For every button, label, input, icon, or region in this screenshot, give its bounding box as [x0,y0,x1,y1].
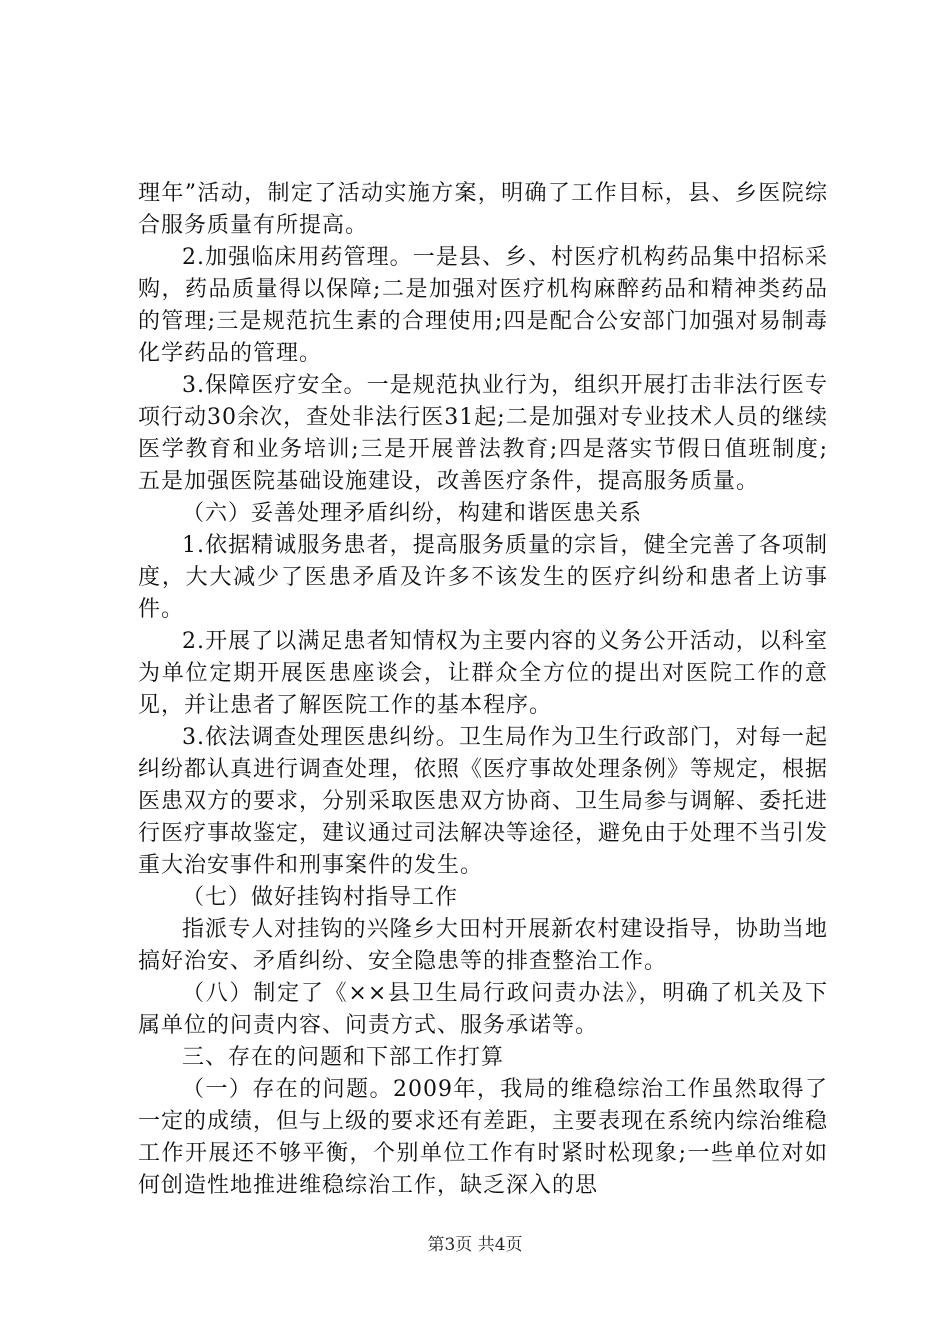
document-body [138,178,828,1202]
paragraph-existing-problems: （一）存在的问题。2009年，我局的维稳综治工作虽然取得了一定的成绩，但与上级的要求还有差距，主要表现在系统内综治维稳工作开展还不够平衡，个别单位工作有时紧时松现象;一些单位对如何创造性地推进维稳综治工作，缺乏深入的思 [138,1077,829,1198]
section-heading-seven: （七）做好挂钩村指导工作 [182,885,459,910]
paragraph-village-guidance: 指派专人对挂钩的兴隆乡大田村开展新农村建设指导，协助当地搞好治安、矛盾纠纷、安全隐患等的排查整治工作。 [138,917,828,974]
paragraph-service-quality: 1.依据精诚服务患者，提高服务质量的宗旨，健全完善了各项制度，大大减少了医患矛盾及许多不该发生的医疗纠纷和患者上访事件。 [138,533,828,622]
page-footer: 第3页 共4页 [427,1235,523,1255]
section-heading-three: 三、存在的问题和下部工作打算 [182,1045,505,1070]
paragraph-continuation: 理年”活动，制定了活动实施方案，明确了工作目标，县、乡医院综合服务质量有所提高。 [138,181,828,238]
paragraph-public-disclosure: 2.开展了以满足患者知情权为主要内容的义务公开活动，以科室为单位定期开展医患座谈会，让群众全方位的提出对医院工作的意见，并让患者了解医院工作的基本程序。 [138,629,828,718]
section-heading-six: （六）妥善处理矛盾纠纷，构建和谐医患关系 [182,501,643,526]
paragraph-clinical-drug-management: 2.加强临床用药管理。一是县、乡、村医疗机构药品集中招标采购，药品质量得以保障;二是加强对医疗机构麻醉药品和精神类药品的管理;三是规范抗生素的合理使用;四是配合公安部门加强对易制毒化学药品的管理。 [138,245,828,366]
section-heading-eight: （八）制定了《××县卫生局行政问责办法》，明确了机关及下属单位的问责内容、问责方式、服务承诺等。 [138,981,828,1038]
paragraph-medical-safety: 3.保障医疗安全。一是规范执业行为，组织开展打击非法行医专项行动30余次，查处非法行医31起;二是加强对专业技术人员的继续医学教育和业务培训;三是开展普法教育;四是落实节假日值班制度;五是加强医院基础设施建设，改善医疗条件，提高服务质量。 [138,373,828,494]
paragraph-dispute-handling: 3.依法调查处理医患纠纷。卫生局作为卫生行政部门，对每一起纠纷都认真进行调查处理，依照《医疗事故处理条例》等规定，根据医患双方的要求，分别采取医患双方协商、卫生局参与调解、委托进行医疗事故鉴定，建议通过司法解决等途径，避免由于处理不当引发重大治安事件和刑事案件的发生。 [138,725,829,878]
